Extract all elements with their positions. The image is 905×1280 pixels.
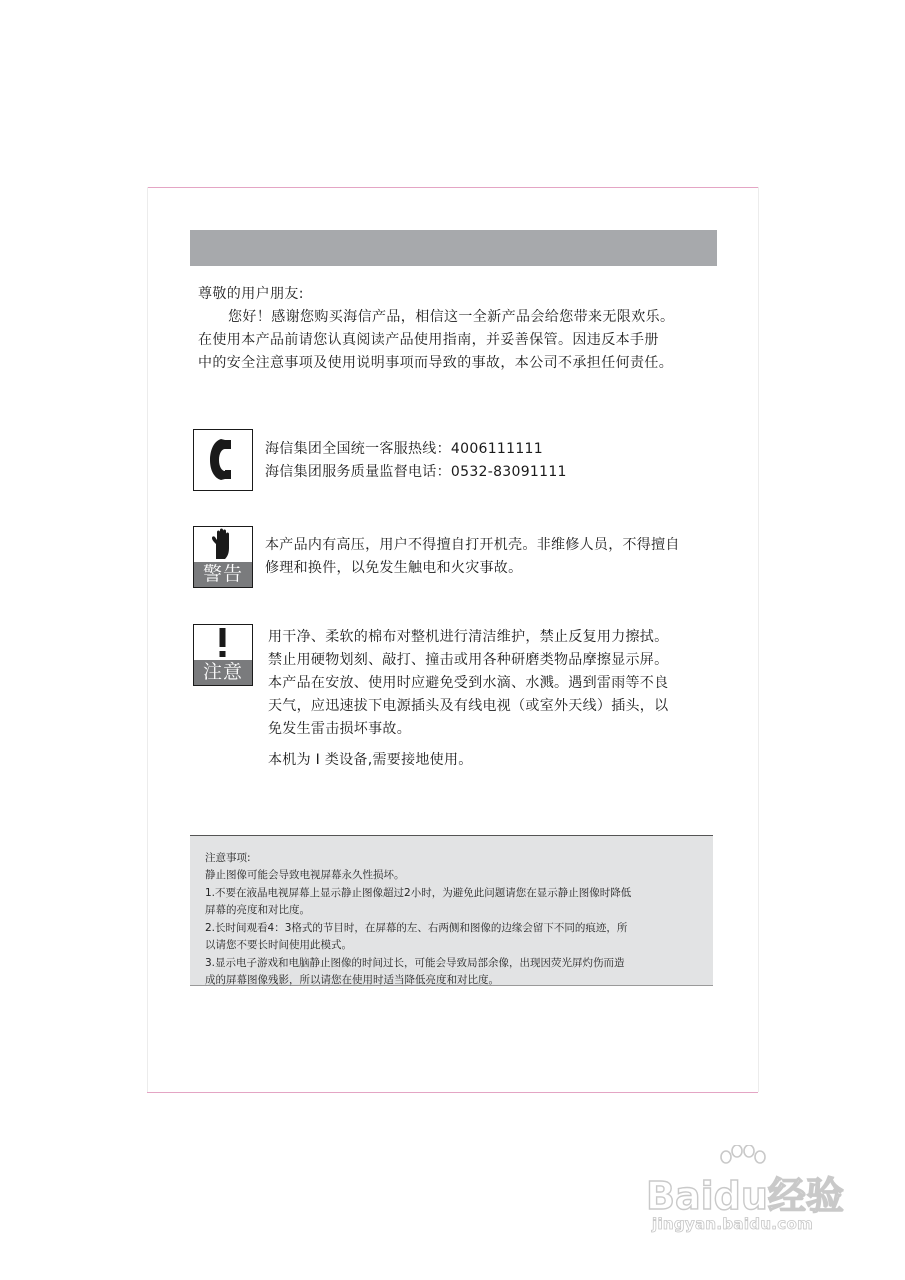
exclamation-icon [194, 625, 251, 661]
caution-line-4: 天气，应迅速拔下电源插头及有线电视（或室外天线）插头，以 [268, 698, 669, 714]
phone-icon [194, 430, 251, 489]
caution-line-3: 本产品在安放、使用时应避免受到水滴、水溅。遇到雷雨等不良 [268, 675, 669, 691]
notice-title: 注意事项: [205, 852, 251, 864]
notice-box [190, 835, 713, 986]
trim-line-top [147, 187, 758, 188]
watermark-logo: Baidu经验 [646, 1174, 844, 1218]
warning-line-2: 修理和换件，以免发生触电和火灾事故。 [265, 560, 523, 576]
caution-icon-box [193, 624, 253, 686]
hand-icon [194, 527, 251, 563]
notice-item-1a: 1.不要在液晶电视屏幕上显示静止图像超过2小时，为避免此问题请您在显示静止图像时降低 [205, 887, 632, 899]
caution-line-5: 免发生雷击损坏事故。 [268, 721, 411, 737]
section-header-bar [190, 230, 717, 266]
caution-line-1: 用干净、柔软的棉布对整机进行清洁维护，禁止反复用力擦拭。 [268, 629, 669, 645]
intro-greeting: 尊敬的用户朋友: [198, 286, 304, 302]
caution-line-2: 禁止用硬物划刻、敲打、撞击或用各种研磨类物品摩擦显示屏。 [268, 652, 669, 668]
intro-line-3: 中的安全注意事项及使用说明事项而导致的事故，本公司不承担任何责任。 [198, 355, 674, 371]
notice-item-2a: 2.长时间观看4：3格式的节目时，在屏幕的左、右两侧和图像的边缘会留下不同的痕迹，所 [205, 922, 628, 934]
notice-item-3a: 3.显示电子游戏和电脑静止图像的时间过长，可能会导致局部余像，出现因荧光屏灼伤而造 [205, 957, 625, 969]
warning-badge: 警告 [194, 562, 252, 587]
hotline-line-1: 海信集团全国统一客服热线：4006111111 [265, 441, 543, 457]
hotline-text [265, 438, 567, 484]
notice-item-1b: 屏幕的亮度和对比度。 [205, 903, 310, 916]
phone-icon-box [193, 429, 253, 491]
trim-line-left [147, 187, 148, 1092]
watermark-url: jingyan.baidu.com [652, 1215, 814, 1233]
trim-line-bottom [147, 1092, 758, 1093]
warning-line-1: 本产品内有高压，用户不得擅自打开机壳。非维修人员，不得擅自 [265, 537, 680, 553]
baidu-watermark [640, 1145, 860, 1240]
warning-icon-box [193, 526, 253, 588]
notice-item-3b: 成的屏幕图像残影，所以请您在使用时适当降低亮度和对比度。 [205, 973, 499, 986]
hotline-line-2: 海信集团服务质量监督电话：0532-83091111 [265, 464, 567, 480]
notice-item-2b: 以请您不要长时间使用此模式。 [205, 938, 352, 951]
caution-badge: 注意 [194, 660, 252, 685]
intro-line-1: 您好！感谢您购买海信产品，相信这一全新产品会给您带来无限欢乐。 [228, 309, 675, 325]
intro-line-2: 在使用本产品前请您认真阅读产品使用指南，并妥善保管。因违反本手册 [198, 332, 659, 348]
caution-text [268, 626, 723, 772]
intro-paragraph [198, 283, 728, 375]
trim-line-right [758, 187, 759, 1092]
caution-line-6: 本机为 I 类设备,需要接地使用。 [268, 752, 473, 768]
notice-line-1: 静止图像可能会导致电视屏幕永久性损坏。 [205, 868, 405, 881]
warning-text [265, 534, 720, 580]
